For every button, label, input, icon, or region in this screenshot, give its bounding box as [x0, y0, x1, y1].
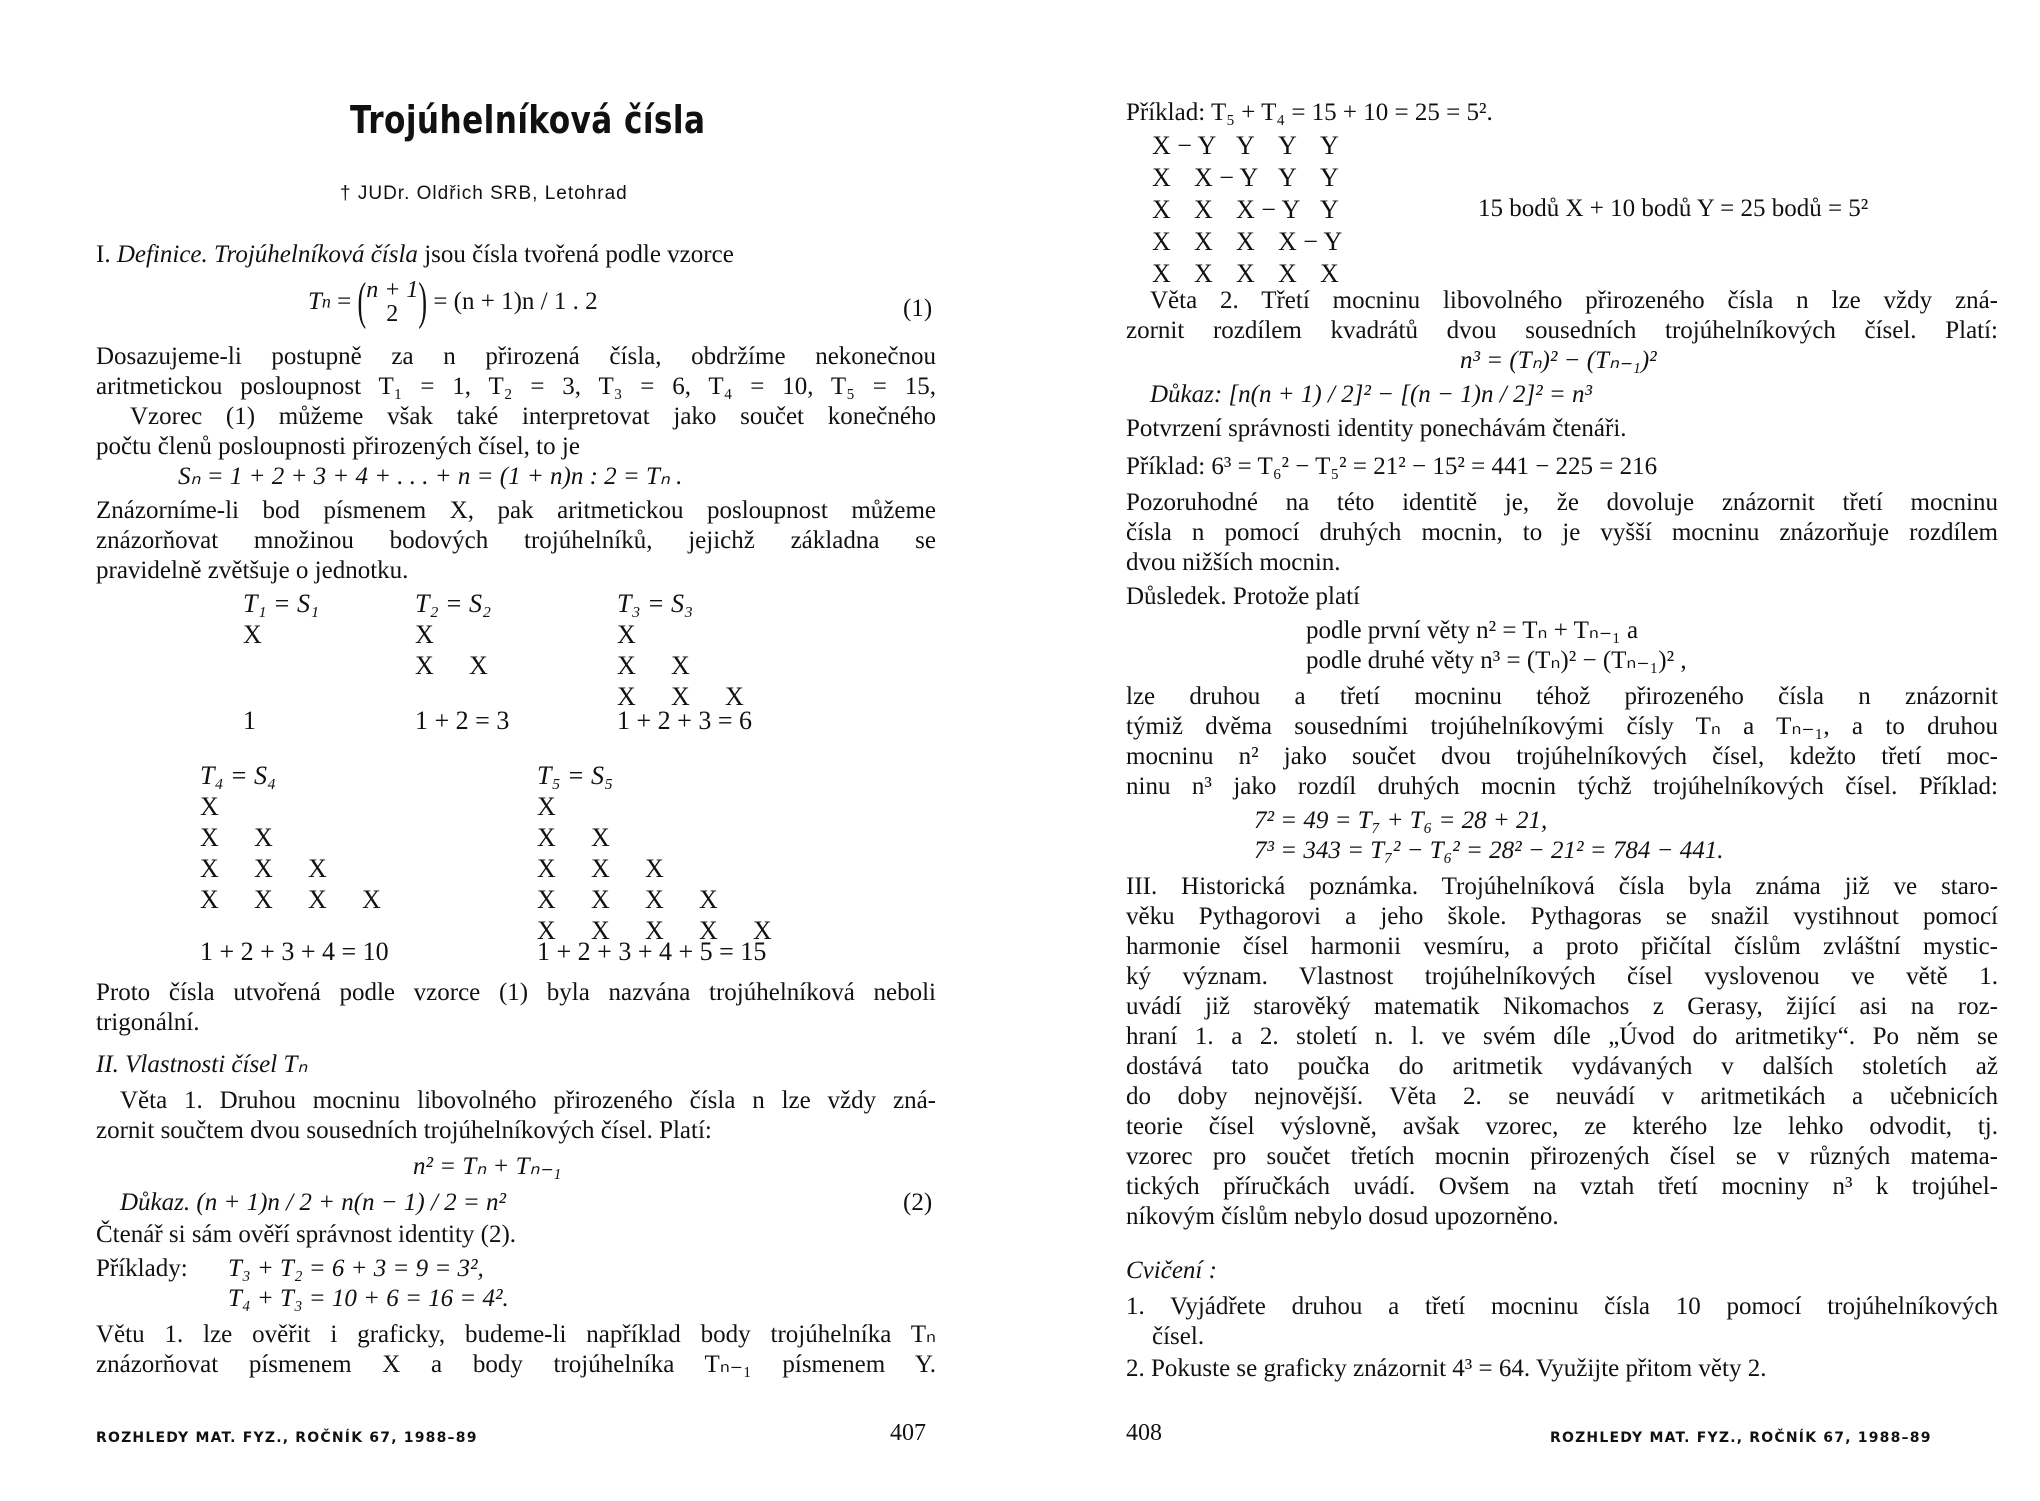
xy-row	[1152, 130, 1362, 162]
corollary-text-1: lze druhou a třetí mocninu téhož přirozeného čísla n znázornit	[1126, 683, 1998, 710]
proof-2: Důkaz: [n(n + 1) / 2]² − [(n − 1)n / 2]² = n³	[1150, 381, 1593, 408]
point-x: X	[645, 885, 664, 914]
xy-cell: X	[1152, 195, 1171, 224]
point-x: X	[254, 823, 273, 852]
triangle-row	[537, 822, 807, 853]
xy-cell: X	[1236, 259, 1255, 288]
point-x: X	[308, 885, 327, 914]
triangle-t3	[617, 588, 779, 712]
exercise-1-line-2: čísel.	[1152, 1323, 1205, 1350]
triangle-row	[243, 619, 319, 650]
definition-heading	[96, 240, 734, 270]
right-page	[1020, 0, 2040, 1501]
point-x: X	[617, 620, 636, 649]
xy-cell: X	[1236, 227, 1255, 256]
author-line: † JUDr. Oldřich SRB, Letohrad	[340, 183, 628, 204]
eq1-equals: =	[330, 288, 358, 315]
corollary-eq-1: podle první věty n² = Tₙ + Tₙ₋₁ a	[1306, 617, 1639, 644]
xy-cell: X	[1194, 259, 1213, 288]
para-3-line-2: trigonální.	[96, 1009, 200, 1036]
triangle-t1-sum: 1	[243, 706, 256, 735]
xy-cell: X	[1278, 259, 1297, 288]
equation-number-1: (1)	[903, 295, 933, 322]
point-x: X	[537, 823, 556, 852]
point-x: X	[537, 792, 556, 821]
footer-left: ROZHLEDY MAT. FYZ., ROČNÍK 67, 1988–89	[96, 1430, 478, 1446]
point-x: X	[591, 885, 610, 914]
point-x: X	[200, 854, 219, 883]
confirmation: Potvrzení správnosti identity ponechávám čtenáři.	[1126, 415, 1627, 442]
history-line-7: dostává tato poučka do aritmetik vydávaných v dalších stoletích až	[1126, 1053, 1998, 1080]
para-1-line-2: aritmetickou posloupnost T₁ = 1, T₂ = 3, T₃ = 6, T₄ = 10, T₅ = 15,	[96, 373, 936, 400]
section-number: I.	[96, 241, 117, 268]
triangle-label: T₁ = S₁	[243, 589, 320, 618]
article-title: Trojúhelníková čísla	[350, 98, 706, 142]
remark-line-2: čísla n pomocí druhých mocnin, to je vyšší mocninu znázorňuje rozdílem	[1126, 519, 1998, 546]
para-1-line-1: Dosazujeme-li postupně za n přirozená čísla, obdržíme nekonečnou	[96, 343, 936, 370]
corollary-eq-2: podle druhé věty n³ = (Tₙ)² − (Tₙ₋₁)² ,	[1306, 647, 1687, 674]
corollary-text-2: týmiž dvěma sousedními trojúhelníkovými čísly Tₙ a Tₙ₋₁, a to druhou	[1126, 713, 1998, 740]
xy-cell: X − Y	[1236, 195, 1301, 224]
sum-formula: Sₙ = 1 + 2 + 3 + 4 + . . . + n = (1 + n)n : 2 = Tₙ .	[178, 463, 683, 490]
equation-number-2: (2)	[903, 1189, 933, 1216]
exercises-heading: Cvičení :	[1126, 1257, 1217, 1284]
theorem-1-line-2: zornit součtem dvou sousedních trojúhelníkových čísel. Platí:	[96, 1117, 712, 1144]
triangle-t5	[537, 760, 807, 946]
xy-cell: X − Y	[1152, 131, 1217, 160]
para-2-line-2: znázorňovat množinou bodových trojúhelníků, jejichž základna se	[96, 527, 936, 554]
exercise-2: 2. Pokuste se graficky znázornit 4³ = 64. Využijte přitom věty 2.	[1126, 1355, 1767, 1382]
exercise-1-line-1: 1. Vyjádřete druhou a třetí mocninu čísla 10 pomocí trojúhelníkových	[1126, 1293, 1998, 1320]
xy-cell: X	[1152, 259, 1171, 288]
history-line-6: hraní 1. a 2. století n. l. ve svém díle „Úvod do aritmetiky“. Po něm se	[1126, 1023, 1998, 1050]
point-x: X	[591, 916, 610, 945]
point-x: X	[200, 792, 219, 821]
triangle-row	[537, 853, 807, 884]
history-line-5: uvádí již starověký matematik Nikomachos z Gerasy, žijící asi na roz-	[1126, 993, 1998, 1020]
remark-line-1: Pozoruhodné na této identitě je, že dovoluje znázornit třetí mocninu	[1126, 489, 1998, 516]
triangle-t2-sum: 1 + 2 = 3	[415, 706, 510, 735]
triangle-row	[200, 822, 416, 853]
history-line-9: teorie čísel výslovně, avšak vzorec, ze kterého lze lehko odvodit, tj.	[1126, 1113, 1998, 1140]
theorem-2-equation: n³ = (Tₙ)² − (Tₙ₋₁)²	[1460, 347, 1657, 374]
point-x: X	[617, 651, 636, 680]
triangle-t5-sum: 1 + 2 + 3 + 4 + 5 = 15	[537, 937, 767, 966]
triangle-label: T₂ = S₂	[415, 589, 492, 618]
point-x: X	[308, 854, 327, 883]
theorem-2-line-1: Věta 2. Třetí mocninu libovolného přirozeného čísla n lze vždy zná-	[1150, 287, 1998, 314]
proof-1: Důkaz. (n + 1)n / 2 + n(n − 1) / 2 = n²	[120, 1189, 507, 1216]
page-number-407: 407	[890, 1420, 926, 1446]
history-line-3: harmonie čísel harmonii vesmíru, a proto přičítal číslům zvláštní mystic-	[1126, 933, 1998, 960]
triangle-t4-sum: 1 + 2 + 3 + 4 = 10	[200, 937, 389, 966]
xy-cell: X	[1194, 195, 1213, 224]
example-cube: Příklad: 6³ = T₆² − T₅² = 21² − 15² = 441 − 225 = 216	[1126, 453, 1658, 480]
point-x: X	[254, 885, 273, 914]
example-1: T₃ + T₂ = 6 + 3 = 9 = 3²,	[228, 1255, 484, 1282]
point-x: X	[537, 916, 556, 945]
xy-cell: X	[1320, 259, 1339, 288]
xy-cell: Y	[1320, 163, 1339, 192]
point-x: X	[415, 651, 434, 680]
point-x: X	[671, 651, 690, 680]
xy-cell: Y	[1278, 163, 1297, 192]
triangle-t2	[415, 588, 523, 681]
para-2-line-1: Znázorníme-li bod písmenem X, pak aritmetickou posloupnost můžeme	[96, 497, 936, 524]
triangle-row	[537, 884, 807, 915]
right-paren-icon: )	[418, 272, 428, 330]
corollary-text-4: ninu n³ jako rozdíl druhých mocnin týchž trojúhelníkových čísel. Příklad:	[1126, 773, 1998, 800]
equation-1	[308, 272, 598, 338]
xy-cell: X	[1152, 163, 1171, 192]
section-2-heading: II. Vlastnosti čísel Tₙ	[96, 1051, 308, 1078]
examples-label: Příklady:	[96, 1255, 188, 1282]
xy-cell: X − Y	[1194, 163, 1259, 192]
triangle-row	[200, 853, 416, 884]
corollary-text-3: mocninu n² jako součet dvou trojúhelníkových čísel, kdežto třetí moc-	[1126, 743, 1998, 770]
triangle-row	[415, 619, 523, 650]
triangle-label: T₅ = S₅	[537, 761, 614, 790]
theorem-1-line-1: Věta 1. Druhou mocninu libovolného přirozeného čísla n lze vždy zná-	[120, 1087, 936, 1114]
theorem-2-line-2: zornit rozdílem kvadrátů dvou sousedních trojúhelníkových čísel. Platí:	[1126, 317, 1998, 344]
history-line-4: ký význam. Vlastnost trojúhelníkových čísel vyslovenou ve větě 1.	[1126, 963, 1998, 990]
point-x: X	[591, 854, 610, 883]
triangle-row	[200, 791, 416, 822]
triangle-row	[415, 650, 523, 681]
xy-row	[1152, 226, 1362, 258]
point-x: X	[671, 682, 690, 711]
eq1-rhs: = (n + 1)n / 1 . 2	[427, 288, 598, 315]
point-x: X	[591, 823, 610, 852]
point-x: X	[645, 916, 664, 945]
para-3-line-1: Proto čísla utvořená podle vzorce (1) byla nazvána trojúhelníková neboli	[96, 979, 936, 1006]
last-para-line-2: znázorňovat písmenem X a body trojúhelníka Tₙ₋₁ písmenem Y.	[96, 1351, 936, 1378]
xy-cell: Y	[1278, 131, 1297, 160]
point-x: X	[725, 682, 744, 711]
history-line-11: tických příručkách uvádí. Ovšem na vztah třetí mocniny n³ k trojúhel-	[1126, 1173, 1998, 1200]
point-x: X	[699, 885, 718, 914]
xy-cell: Y	[1236, 131, 1255, 160]
triangle-label: T₃ = S₃	[617, 589, 694, 618]
binomial-top: n + 1	[366, 277, 419, 303]
point-x: X	[415, 620, 434, 649]
xy-cell: Y	[1320, 195, 1339, 224]
theorem-1-equation: n² = Tₙ + Tₙ₋₁	[413, 1153, 562, 1180]
xy-cell: Y	[1320, 131, 1339, 160]
corollary-example-1: 7² = 49 = T₇ + T₆ = 28 + 21,	[1254, 807, 1548, 834]
footer-right: ROZHLEDY MAT. FYZ., ROČNÍK 67, 1988–89	[1550, 1430, 1932, 1446]
para-1-line-3: Vzorec (1) můžeme však také interpretovat jako součet konečného	[130, 403, 936, 430]
history-line-1: III. Historická poznámka. Trojúhelníková čísla byla známa již ve staro-	[1126, 873, 1998, 900]
definition-text: jsou čísla tvořená podle vzorce	[417, 241, 734, 268]
history-line-8: do doby nejnovější. Věta 2. se neuvádí v aritmetikách a učebnicích	[1126, 1083, 1998, 1110]
history-line-12: níkovým číslům nebylo dosud upozorněno.	[1126, 1203, 1559, 1230]
eq1-sub: n	[321, 291, 331, 312]
point-x: X	[200, 885, 219, 914]
last-para-line-1: Větu 1. lze ověřit i graficky, budeme-li například body trojúhelníka Tₙ	[96, 1321, 936, 1348]
history-line-2: věku Pythagorovi a jeho škole. Pythagoras se snažil vystihnout pomocí	[1126, 903, 1998, 930]
left-paren-icon: (	[357, 272, 367, 330]
point-x: X	[753, 916, 772, 945]
triangle-t1	[243, 588, 319, 650]
point-x: X	[645, 854, 664, 883]
history-line-10: vzorec pro součet třetích mocnin přirozených čísel se v různých matema-	[1126, 1143, 1998, 1170]
remark-line-3: dvou nižších mocnin.	[1126, 549, 1341, 576]
xy-row	[1152, 162, 1362, 194]
triangle-t3-sum: 1 + 2 + 3 = 6	[617, 706, 752, 735]
point-x: X	[537, 885, 556, 914]
point-x: X	[243, 620, 262, 649]
binomial-bottom: 2	[386, 301, 399, 327]
binomial	[366, 278, 418, 326]
page-number-408: 408	[1126, 1420, 1162, 1446]
example-2: T₄ + T₃ = 10 + 6 = 16 = 4².	[228, 1285, 509, 1312]
triangle-t4	[200, 760, 416, 915]
triangle-row	[537, 791, 807, 822]
corollary-heading: Důsledek. Protože platí	[1126, 583, 1360, 610]
xy-row	[1152, 194, 1362, 226]
para-2-line-3: pravidelně zvětšuje o jednotku.	[96, 557, 409, 584]
eq1-lhs: T	[308, 288, 322, 315]
triangle-row	[617, 650, 779, 681]
triangle-row	[617, 619, 779, 650]
xy-grid	[1152, 130, 1362, 290]
point-x: X	[362, 885, 381, 914]
point-x: X	[200, 823, 219, 852]
triangle-row	[200, 884, 416, 915]
definition-label: Definice. Trojúhelníková čísla	[116, 241, 418, 268]
example-line: Příklad: T₅ + T₄ = 15 + 10 = 25 = 5².	[1126, 99, 1493, 126]
corollary-example-2: 7³ = 343 = T₇² − T₆² = 28² − 21² = 784 − 441.	[1254, 837, 1724, 864]
point-x: X	[617, 682, 636, 711]
xy-cell: X	[1152, 227, 1171, 256]
para-1-line-4: počtu členů posloupnosti přirozených čísel, to je	[96, 433, 580, 460]
reader-check: Čtenář si sám ověří správnost identity (2).	[96, 1221, 517, 1248]
triangle-label: T₄ = S₄	[200, 761, 277, 790]
point-x: X	[699, 916, 718, 945]
point-x: X	[537, 854, 556, 883]
point-x: X	[469, 651, 488, 680]
xy-cell: X	[1194, 227, 1213, 256]
xy-caption: 15 bodů X + 10 bodů Y = 25 bodů = 5²	[1478, 195, 1869, 222]
point-x: X	[254, 854, 273, 883]
xy-cell: X − Y	[1278, 227, 1343, 256]
